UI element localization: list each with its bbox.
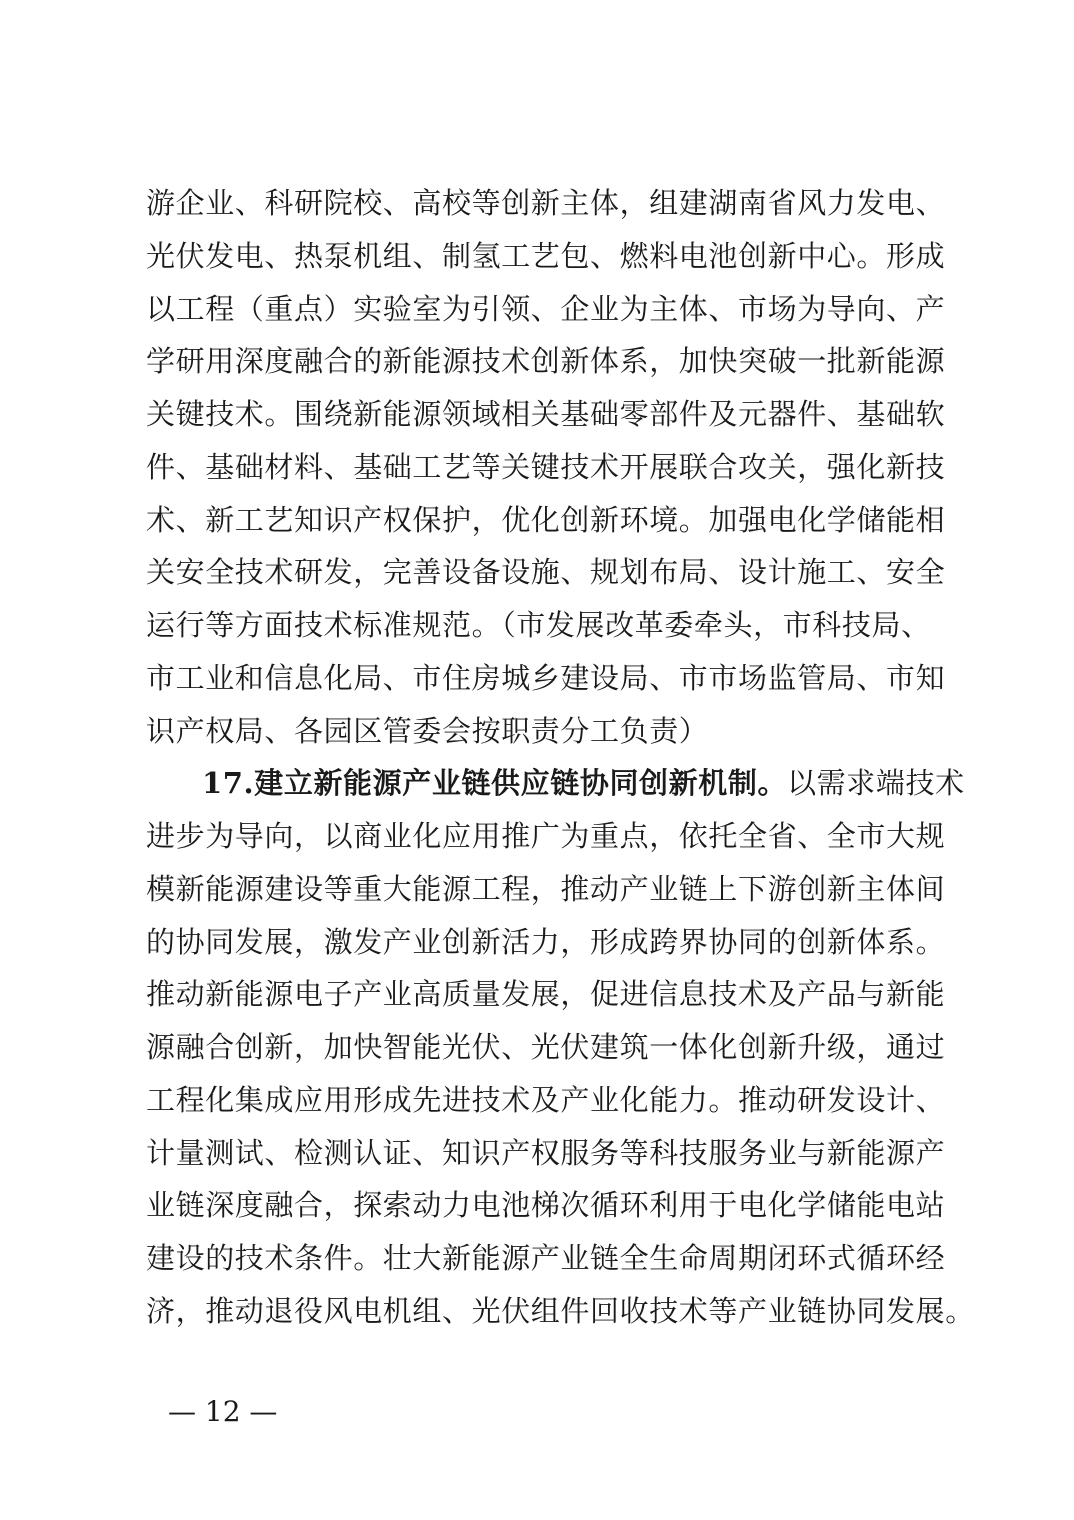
paragraph-line: 市工业和信息化局、市住房城乡建设局、市市场监管局、市知 — [146, 660, 946, 695]
paragraph-line: 件、基础材料、基础工艺等关键技术开展联合攻关，强化新技 — [146, 449, 946, 484]
paragraph-line: 游企业、科研院校、高校等创新主体，组建湖南省风力发电、 — [146, 186, 946, 220]
paragraph-line: 的协同发展，激发产业创新活力，形成跨界协同的创新体系。 — [146, 924, 946, 959]
section-17-first-line — [146, 757, 965, 810]
paragraph-line: 学研用深度融合的新能源技术创新体系，加快突破一批新能源 — [146, 344, 946, 379]
paragraph-line: 运行等方面技术标准规范。（市发展改革委牵头，市科技局、 — [146, 608, 931, 642]
paragraph-line: 工程化集成应用形成先进技术及产业化能力。推动研发设计、 — [146, 1082, 946, 1117]
paragraph-line: 以工程（重点）实验室为引领、企业为主体、市场为导向、产 — [146, 291, 946, 326]
paragraph-line: 建设的技术条件。壮大新能源产业链全生命周期闭环式循环经 — [146, 1241, 946, 1275]
paragraph-line: 推动新能源电子产业高质量发展，促进信息技术及产品与新能 — [146, 977, 946, 1012]
section-17-first-line-text: 以需求端技术 — [787, 766, 965, 801]
paragraph-line: 业链深度融合，探索动力电池梯次循环利用于电化学储能电站 — [146, 1188, 946, 1223]
section-17-heading: 17.建立新能源产业链供应链协同创新机制。 — [202, 766, 788, 801]
body-text — [146, 177, 975, 1338]
paragraph-line: 源融合创新，加快智能光伏、光伏建筑一体化创新升级，通过 — [146, 1030, 946, 1064]
paragraph-line: 济，推动退役风电机组、光伏组件回收技术等产业链协同发展。 — [146, 1293, 975, 1328]
paragraph-line: 光伏发电、热泵机组、制氢工艺包、燃料电池创新中心。形成 — [146, 238, 946, 273]
paragraph-line: 计量测试、检测认证、知识产权服务等科技服务业与新能源产 — [146, 1135, 946, 1170]
paragraph-line: 术、新工艺知识产权保护，优化创新环境。加强电化学储能相 — [146, 502, 946, 537]
page-number: — 12 — — [168, 1395, 278, 1428]
paragraph-line: 模新能源建设等重大能源工程，推动产业链上下游创新主体间 — [146, 871, 946, 906]
paragraph-line: 关安全技术研发，完善设备设施、规划布局、设计施工、安全 — [146, 555, 946, 590]
paragraph-line: 进步为导向，以商业化应用推广为重点，依托全省、全市大规 — [146, 819, 946, 853]
paragraph-line: 关键技术。围绕新能源领域相关基础零部件及元器件、基础软 — [146, 397, 946, 431]
paragraph-line: 识产权局、各园区管委会按职责分工负责） — [146, 713, 709, 748]
